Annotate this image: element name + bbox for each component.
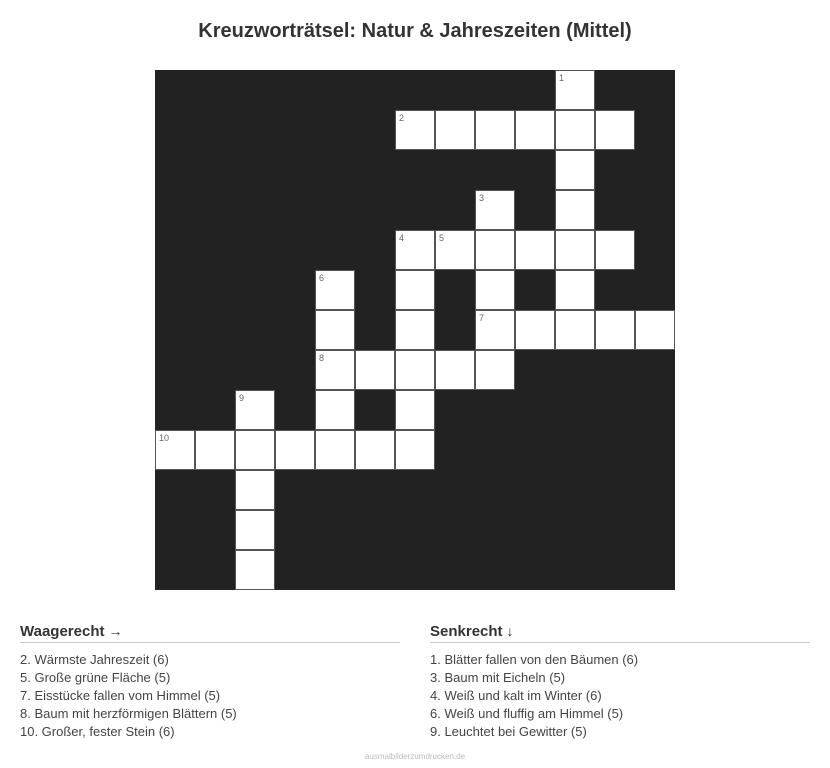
grid-cell[interactable] bbox=[555, 190, 595, 230]
grid-cell[interactable] bbox=[275, 430, 315, 470]
grid-cell[interactable] bbox=[475, 350, 515, 390]
grid-cell[interactable] bbox=[315, 270, 355, 310]
down-clue-list bbox=[430, 651, 810, 741]
grid-cell[interactable] bbox=[475, 110, 515, 150]
across-clues bbox=[20, 622, 400, 741]
grid-cell[interactable] bbox=[235, 390, 275, 430]
clue-number: 6 bbox=[319, 273, 325, 283]
grid-cell[interactable] bbox=[435, 350, 475, 390]
grid-cell[interactable] bbox=[315, 390, 355, 430]
clue-item: 9. Leuchtet bei Gewitter (5) bbox=[430, 724, 587, 739]
grid-cell[interactable] bbox=[515, 230, 555, 270]
footer-watermark: ausmalbilderzumdrucken.de bbox=[364, 752, 466, 761]
clue-number: 5 bbox=[439, 233, 445, 243]
clue-item: 2. Wärmste Jahreszeit (6) bbox=[20, 652, 169, 667]
right-arrow-icon: → bbox=[108, 623, 123, 639]
grid-cell[interactable] bbox=[595, 310, 635, 350]
down-clues bbox=[430, 622, 810, 741]
down-heading-label: Senkrecht bbox=[430, 623, 503, 640]
clue-number: 1 bbox=[559, 73, 565, 83]
clue-item: 10. Großer, fester Stein (6) bbox=[20, 724, 175, 739]
grid-cell[interactable] bbox=[595, 230, 635, 270]
grid-cell[interactable] bbox=[235, 470, 275, 510]
grid-cell[interactable] bbox=[155, 430, 195, 470]
grid-cell[interactable] bbox=[555, 70, 595, 110]
grid-cell[interactable] bbox=[355, 350, 395, 390]
clue-number: 10 bbox=[159, 433, 170, 443]
grid-cell[interactable] bbox=[595, 110, 635, 150]
clue-number: 4 bbox=[399, 233, 405, 243]
grid-cell[interactable] bbox=[195, 430, 235, 470]
clue-item: 6. Weiß und fluffig am Himmel (5) bbox=[430, 706, 624, 721]
clue-number: 3 bbox=[479, 193, 485, 203]
grid-cell[interactable] bbox=[315, 430, 355, 470]
grid-cell[interactable] bbox=[555, 110, 595, 150]
clue-item: 1. Blätter fallen von den Bäumen (6) bbox=[430, 652, 639, 667]
grid-cell[interactable] bbox=[395, 270, 435, 310]
grid-cell[interactable] bbox=[395, 310, 435, 350]
grid-cell[interactable] bbox=[315, 310, 355, 350]
grid-cell[interactable] bbox=[395, 390, 435, 430]
grid-cell[interactable] bbox=[555, 150, 595, 190]
grid-cell[interactable] bbox=[315, 350, 355, 390]
grid-cell[interactable] bbox=[555, 230, 595, 270]
clue-item: 4. Weiß und kalt im Winter (6) bbox=[430, 688, 602, 703]
across-heading-label: Waagerecht bbox=[20, 623, 105, 640]
down-arrow-icon: ↓ bbox=[506, 623, 514, 639]
grid-cell[interactable] bbox=[475, 230, 515, 270]
across-clue-list bbox=[20, 651, 400, 741]
puzzle-title: Kreuzworträtsel: Natur & Jahreszeiten (Mittel) bbox=[198, 20, 632, 42]
grid-cell[interactable] bbox=[235, 550, 275, 590]
clue-number: 8 bbox=[319, 353, 325, 363]
grid-cell[interactable] bbox=[515, 310, 555, 350]
across-heading bbox=[20, 622, 400, 643]
grid-cell[interactable] bbox=[515, 110, 555, 150]
grid-cell[interactable] bbox=[395, 230, 435, 270]
grid-cell[interactable] bbox=[435, 110, 475, 150]
grid-cell[interactable] bbox=[395, 110, 435, 150]
grid-cell[interactable] bbox=[435, 230, 475, 270]
grid-cell[interactable] bbox=[555, 310, 595, 350]
grid-cell[interactable] bbox=[235, 430, 275, 470]
clue-item: 3. Baum mit Eicheln (5) bbox=[430, 670, 566, 685]
clue-number: 9 bbox=[239, 393, 245, 403]
grid-cell[interactable] bbox=[395, 350, 435, 390]
grid-cell[interactable] bbox=[475, 310, 515, 350]
clue-item: 5. Große grüne Fläche (5) bbox=[20, 670, 171, 685]
grid-cell[interactable] bbox=[475, 190, 515, 230]
grid-cell[interactable] bbox=[555, 270, 595, 310]
grid-cell[interactable] bbox=[395, 430, 435, 470]
clue-item: 8. Baum mit herzförmigen Blättern (5) bbox=[20, 706, 237, 721]
grid-cell[interactable] bbox=[235, 510, 275, 550]
grid-cell[interactable] bbox=[635, 310, 675, 350]
down-heading bbox=[430, 622, 810, 643]
clue-number: 7 bbox=[479, 313, 485, 323]
crossword-grid bbox=[155, 70, 675, 590]
clue-number: 2 bbox=[399, 113, 405, 123]
clue-item: 7. Eisstücke fallen vom Himmel (5) bbox=[20, 688, 221, 703]
grid-cell[interactable] bbox=[355, 430, 395, 470]
grid-cell[interactable] bbox=[475, 270, 515, 310]
